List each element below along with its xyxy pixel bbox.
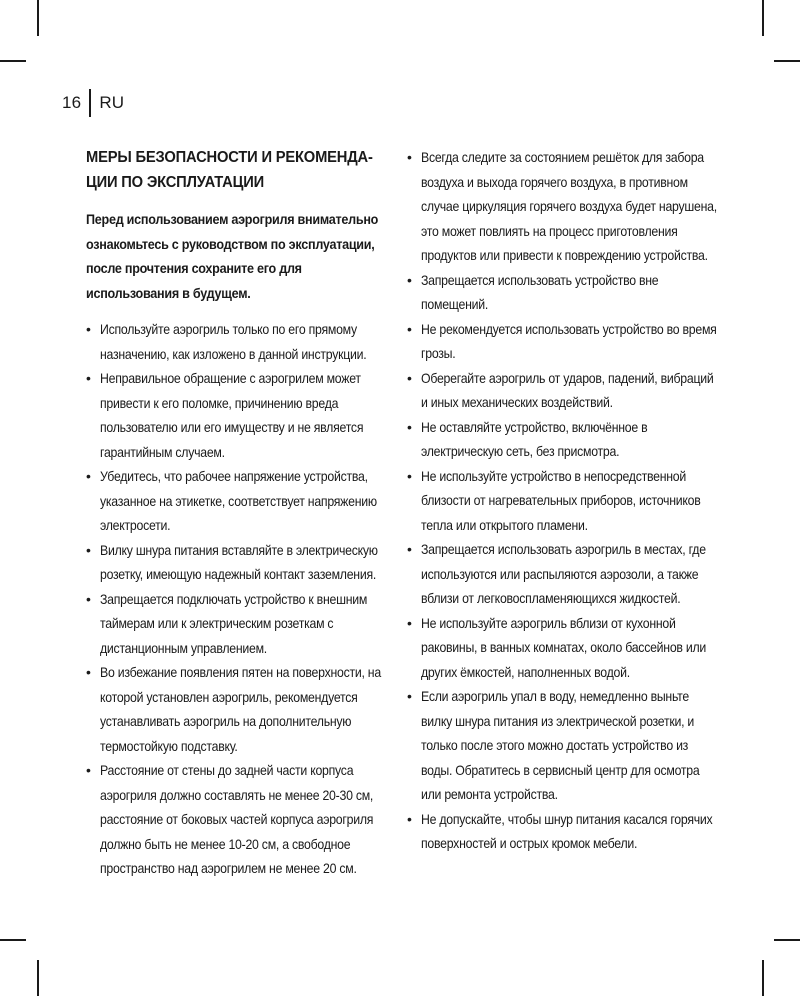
bullet-icon: • <box>407 369 412 386</box>
crop-mark-bottom-left-horizontal <box>0 939 26 941</box>
bullet-icon: • <box>407 271 412 288</box>
bullet-icon: • <box>86 762 91 778</box>
header-divider <box>89 89 91 117</box>
list-item <box>407 537 719 611</box>
right-column <box>407 145 719 856</box>
bullet-icon: • <box>407 614 412 631</box>
list-item <box>86 758 406 881</box>
list-item <box>86 587 406 661</box>
bullet-icon: • <box>86 541 91 558</box>
list-item-text: Если аэрогриль упал в воду, немедленно выньте вилку шнура питания из электрической розетки, и только после этого можно достать устройство из воды. Обратитесь в сервисный центр для осмотра или ремонта устройства. <box>421 688 700 802</box>
list-item-text: Неправильное обращение с аэрогрилем может привести к его поломке, причинению вреда пользователю или его имуществу и не является гарантийным случаем. <box>100 370 364 460</box>
crop-mark-top-right-horizontal <box>774 60 800 62</box>
list-item-text: Всегда следите за состоянием решёток для забора воздуха и выхода горячего воздуха, в противном случае циркуляция горячего воздуха будет нарушена, это может повлиять на процесс приготовления продуктов или привести к повреждению устройства. <box>421 149 717 263</box>
list-item <box>407 807 719 856</box>
bullet-icon: • <box>407 149 412 165</box>
list-item <box>86 660 406 758</box>
list-item-text: Не рекомендуется использовать устройство во время грозы. <box>421 320 717 361</box>
list-item-text: Используйте аэрогриль только по его прямому назначению, как изложено в данной инструкции. <box>100 321 367 362</box>
list-item-text: Вилку шнура питания вставляйте в электрическую розетку, имеющую надежный контакт заземления. <box>100 541 378 582</box>
bullet-icon: • <box>86 664 91 680</box>
list-item <box>407 464 719 538</box>
language-code: RU <box>99 93 125 112</box>
list-item <box>407 317 719 366</box>
list-item-text: Не используйте устройство в непосредственной близости от нагревательных приборов, источников тепла или открытого пламени. <box>421 467 701 533</box>
list-item <box>407 145 719 268</box>
bullet-icon: • <box>407 418 412 435</box>
bullet-icon: • <box>86 370 91 386</box>
bullet-icon: • <box>407 320 412 337</box>
list-item-text: Запрещается подключать устройство к внешним таймерам или к электрическим розеткам с дистанционным управлением. <box>100 590 368 656</box>
bullet-icon: • <box>407 810 412 827</box>
list-item-text: Не оставляйте устройство, включённое в электрическую сеть, без присмотра. <box>421 418 648 459</box>
section-title <box>86 145 399 195</box>
list-item-text: Расстояние от стены до задней части корпуса аэрогриля должно составлять не менее 20-30 см, расстояние от боковых частей корпуса аэрогриля должно быть не менее 10-20 см, а свободное пространство над аэрогрилем не менее 20 см. <box>100 762 374 876</box>
bullet-icon: • <box>407 688 412 704</box>
list-item-text: Не допускайте, чтобы шнур питания касался горячих поверхностей и острых кромок мебели. <box>421 810 713 851</box>
list-item <box>407 684 719 807</box>
list-item <box>86 538 406 587</box>
section-title-line: ЦИИ ПО ЭКСПЛУАТАЦИИ <box>86 174 264 191</box>
left-column <box>86 145 406 881</box>
safety-list-left <box>86 317 406 881</box>
list-item <box>407 366 719 415</box>
crop-mark-top-left-horizontal <box>0 60 26 62</box>
list-item <box>86 366 406 464</box>
list-item <box>407 415 719 464</box>
bullet-icon: • <box>86 468 91 484</box>
crop-mark-bottom-right-vertical <box>762 960 764 996</box>
section-title-line: МЕРЫ БЕЗОПАСНОСТИ И РЕКОМЕНДА- <box>86 149 373 166</box>
bullet-icon: • <box>407 467 412 484</box>
list-item-text: Не используйте аэрогриль вблизи от кухонной раковины, в ванных комнатах, около бассейнов или других ёмкостей, наполненных водой. <box>421 614 707 680</box>
page-number: 16 <box>62 93 82 112</box>
crop-mark-top-right-vertical <box>762 0 764 36</box>
crop-mark-bottom-left-vertical <box>37 960 39 996</box>
list-item <box>86 317 406 366</box>
list-item <box>407 611 719 685</box>
bullet-icon: • <box>407 541 412 557</box>
page-header <box>62 88 124 118</box>
list-item-text: Во избежание появления пятен на поверхности, на которой установлен аэрогриль, рекомендуется устанавливать аэрогриль на дополнительную термостойкую подставку. <box>100 664 381 754</box>
bullet-icon: • <box>86 321 91 337</box>
list-item-text: Убедитесь, что рабочее напряжение устройства, указанное на этикетке, соответствует напряжению электросети. <box>100 468 377 533</box>
list-item-text: Запрещается использовать устройство вне помещений. <box>421 271 659 312</box>
list-item <box>407 268 719 317</box>
intro-paragraph: Перед использованием аэрогриля внимательно ознакомьтесь с руководством по эксплуатации, после прочтения сохраните его для использования в будущем. <box>86 211 379 301</box>
list-item-text: Оберегайте аэрогриль от ударов, падений, вибраций и иных механических воздействий. <box>421 369 714 410</box>
crop-mark-top-left-vertical <box>37 0 39 36</box>
bullet-icon: • <box>86 590 91 607</box>
crop-mark-bottom-right-horizontal <box>774 939 800 941</box>
list-item-text: Запрещается использовать аэрогриль в местах, где используются или распыляются аэрозоли, а также вблизи от легковоспламеняющихся жидкостей. <box>421 541 706 606</box>
safety-list-right <box>407 145 719 856</box>
list-item <box>86 464 406 538</box>
